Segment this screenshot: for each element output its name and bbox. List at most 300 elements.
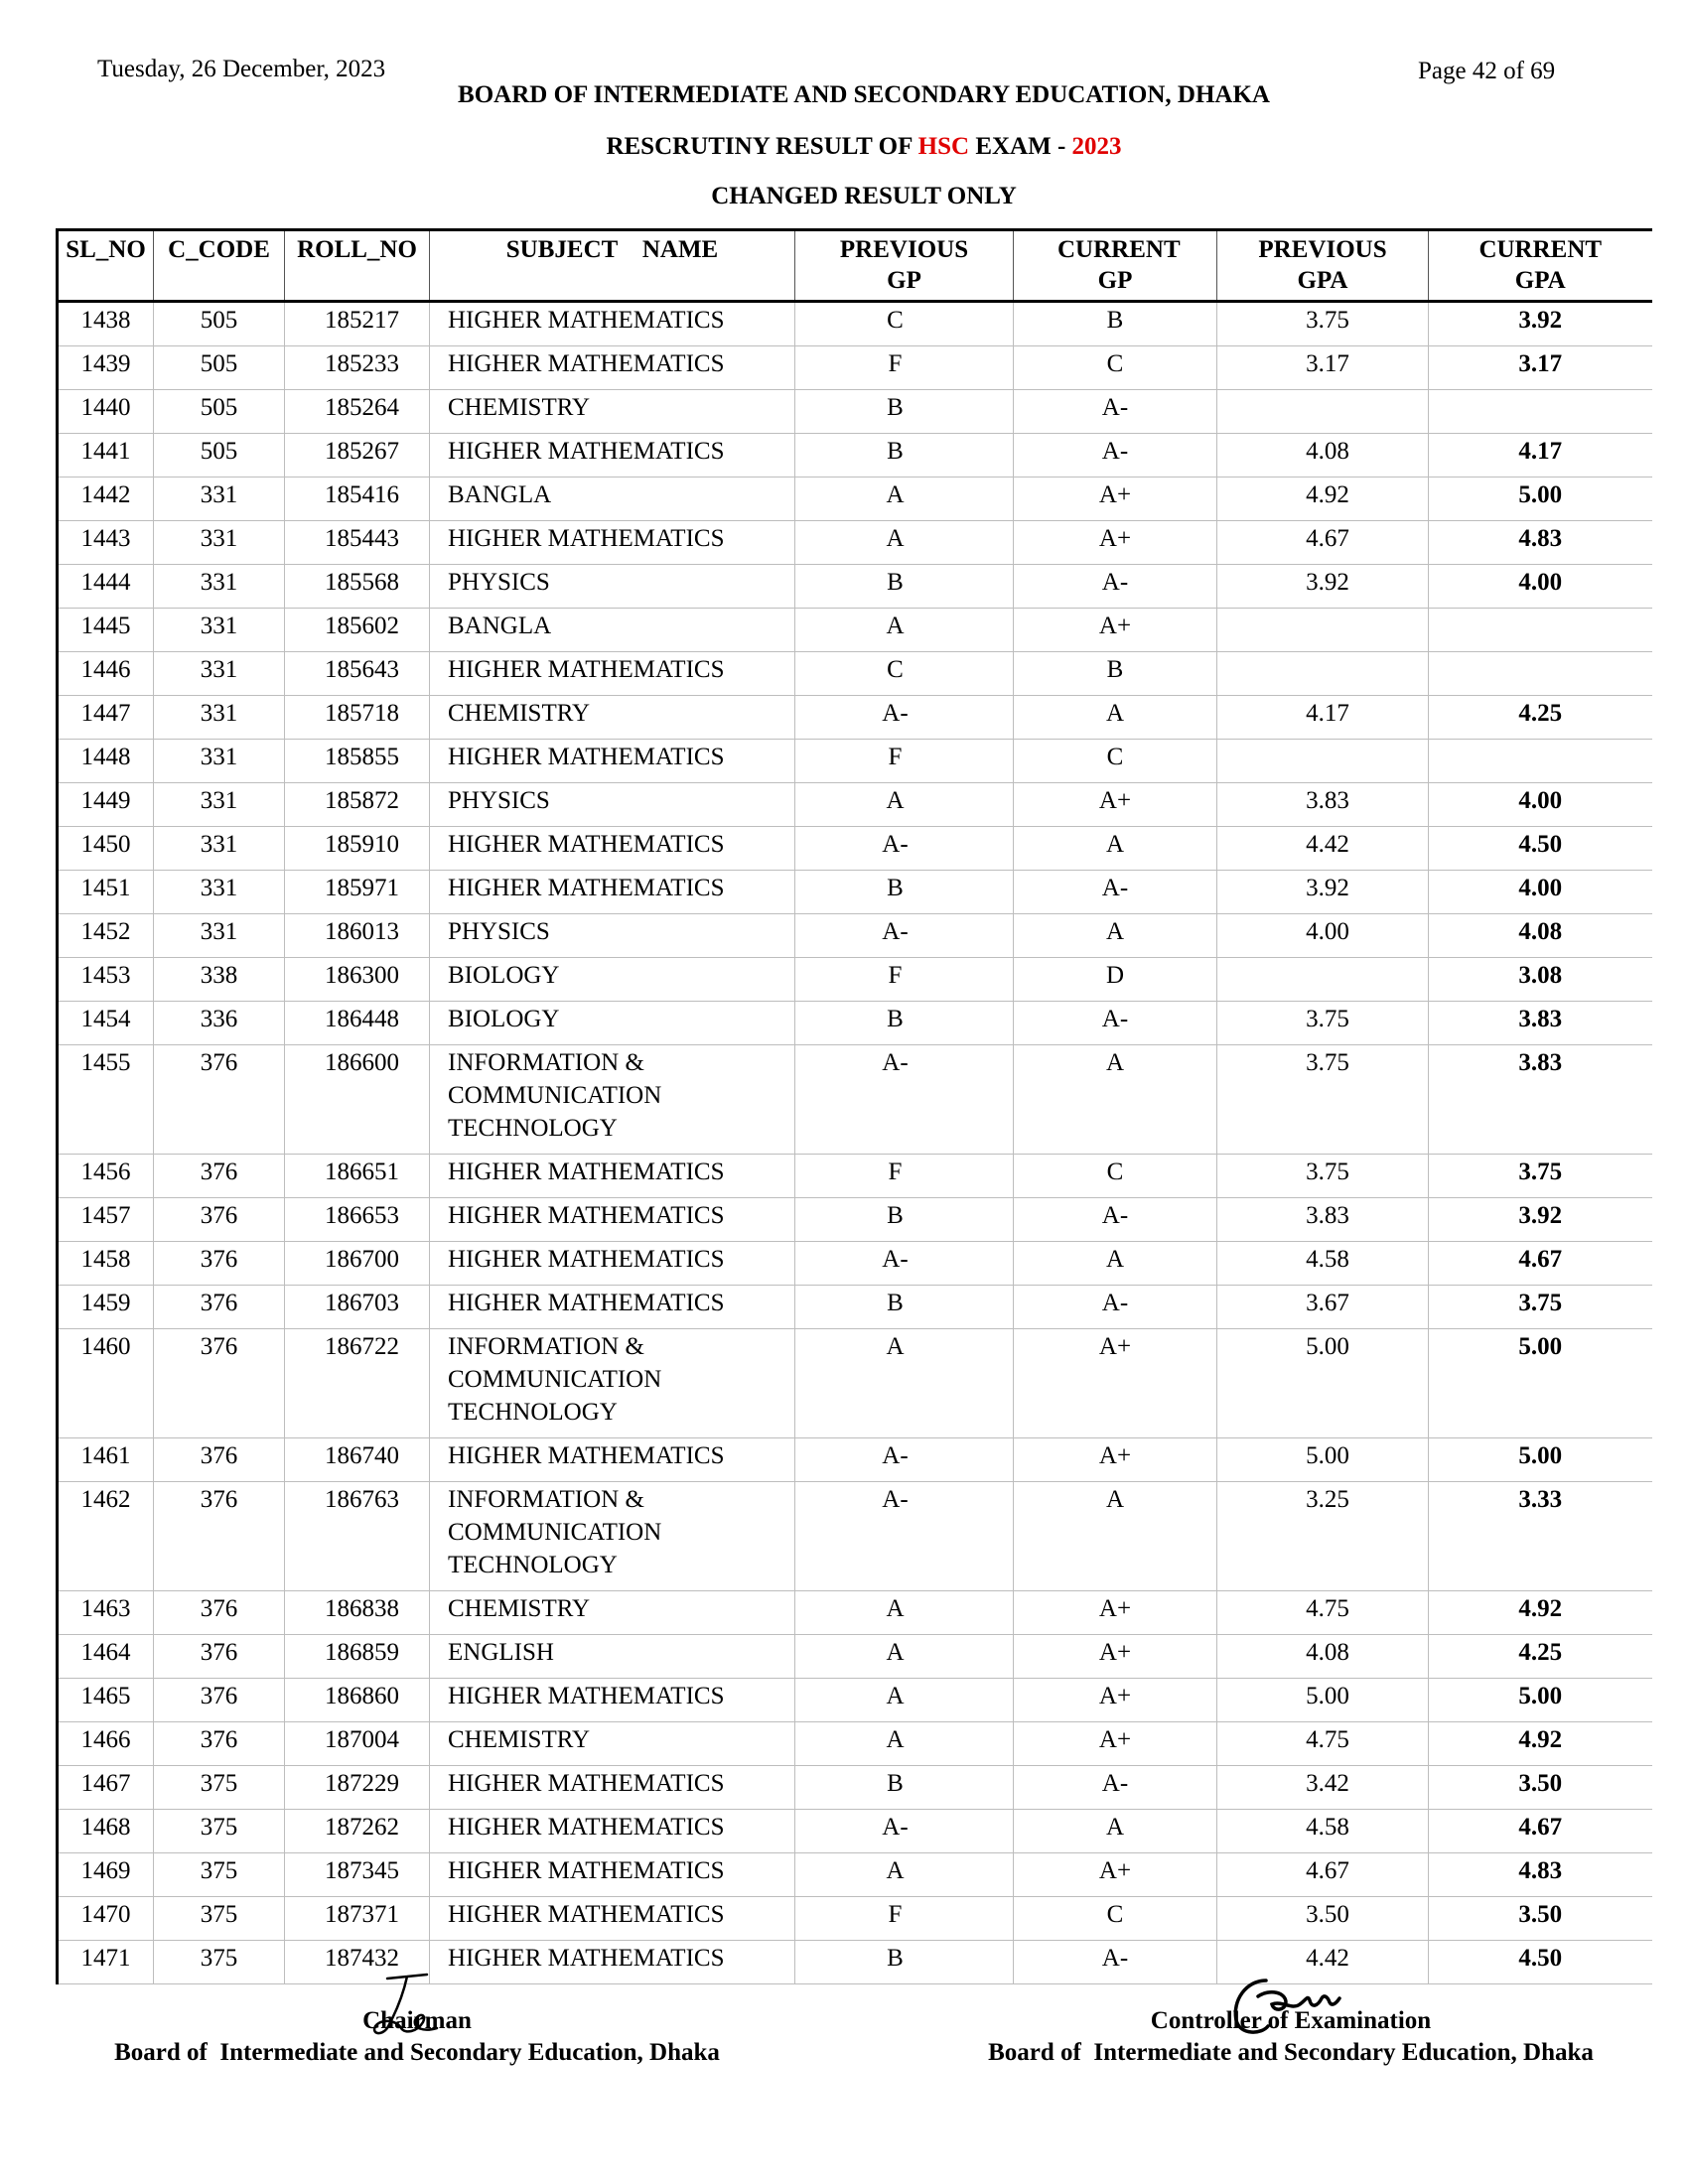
previous-gpa-cell: 3.75 xyxy=(1217,1045,1429,1155)
current-gpa-cell: 3.92 xyxy=(1429,302,1652,346)
current-gpa-cell: 4.50 xyxy=(1429,1941,1652,1984)
subject-name-cell: ENGLISH xyxy=(430,1635,795,1679)
roll-no-cell: 185568 xyxy=(285,565,430,609)
roll-no-cell: 186700 xyxy=(285,1242,430,1286)
current-gp-cell: A- xyxy=(1014,1766,1217,1810)
table-row xyxy=(58,827,1652,871)
previous-gpa-cell: 3.83 xyxy=(1217,1198,1429,1242)
current-gpa-cell xyxy=(1429,652,1652,696)
sl-no-cell: 1462 xyxy=(58,1482,154,1591)
sl-no-cell: 1464 xyxy=(58,1635,154,1679)
sl-no-cell: 1466 xyxy=(58,1722,154,1766)
table-row xyxy=(58,1242,1652,1286)
previous-gpa-cell: 3.17 xyxy=(1217,346,1429,390)
current-gp-cell: B xyxy=(1014,302,1217,346)
sl-no-cell: 1459 xyxy=(58,1286,154,1329)
result-title-prefix: RESCRUTINY RESULT OF xyxy=(606,133,918,160)
table-row xyxy=(58,1329,1652,1438)
previous-gp-cell: B xyxy=(795,1002,1014,1045)
subject-name-cell: CHEMISTRY xyxy=(430,696,795,740)
previous-gp-cell: A xyxy=(795,783,1014,827)
table-row xyxy=(58,434,1652,478)
print-date: Tuesday, 26 December, 2023 xyxy=(97,56,386,82)
previous-gp-cell: A xyxy=(795,1853,1014,1897)
subject-name-cell: HIGHER MATHEMATICS xyxy=(430,1198,795,1242)
current-gpa-cell: 4.25 xyxy=(1429,1635,1652,1679)
sl-no-cell: 1457 xyxy=(58,1198,154,1242)
table-row xyxy=(58,1002,1652,1045)
roll-no-cell: 185416 xyxy=(285,478,430,521)
current-gp-cell: A+ xyxy=(1014,609,1217,652)
c-code-cell: 376 xyxy=(154,1482,285,1591)
current-gp-cell: A+ xyxy=(1014,1722,1217,1766)
chairman-title: Chairman xyxy=(362,2007,472,2034)
current-gpa-cell: 4.83 xyxy=(1429,521,1652,565)
c-code-cell: 376 xyxy=(154,1329,285,1438)
subject-name-cell: HIGHER MATHEMATICS xyxy=(430,434,795,478)
c-code-cell: 331 xyxy=(154,871,285,914)
chairman-org: Board of Intermediate and Secondary Education, Dhaka xyxy=(114,2039,720,2066)
table-row xyxy=(58,1591,1652,1635)
previous-gpa-cell: 4.92 xyxy=(1217,478,1429,521)
current-gp-cell: A xyxy=(1014,914,1217,958)
roll-no-cell: 186703 xyxy=(285,1286,430,1329)
c-code-cell: 331 xyxy=(154,914,285,958)
previous-gpa-cell: 4.00 xyxy=(1217,914,1429,958)
sl-no-cell: 1470 xyxy=(58,1897,154,1941)
previous-gp-cell: A xyxy=(795,1635,1014,1679)
subject-name-cell: BIOLOGY xyxy=(430,1002,795,1045)
previous-gpa-cell xyxy=(1217,652,1429,696)
current-gpa-cell: 5.00 xyxy=(1429,1438,1652,1482)
current-gpa-cell: 4.00 xyxy=(1429,783,1652,827)
previous-gp-cell: F xyxy=(795,958,1014,1002)
page-subtitle: CHANGED RESULT ONLY xyxy=(711,183,1017,209)
c-code-cell: 376 xyxy=(154,1635,285,1679)
sl-no-cell: 1468 xyxy=(58,1810,154,1853)
current-gpa-cell: 4.83 xyxy=(1429,1853,1652,1897)
current-gpa-cell: 3.92 xyxy=(1429,1198,1652,1242)
previous-gp-cell: A- xyxy=(795,1045,1014,1155)
previous-gpa-cell: 4.67 xyxy=(1217,521,1429,565)
c-code-cell: 338 xyxy=(154,958,285,1002)
sl-no-cell: 1445 xyxy=(58,609,154,652)
sl-no-cell: 1454 xyxy=(58,1002,154,1045)
previous-gpa-cell: 3.50 xyxy=(1217,1897,1429,1941)
table-row xyxy=(58,1766,1652,1810)
subject-name-cell: INFORMATION & COMMUNICATION TECHNOLOGY xyxy=(430,1329,795,1438)
previous-gpa-cell xyxy=(1217,390,1429,434)
col-header-roll-no: ROLL_NO xyxy=(285,230,430,302)
current-gp-cell: A xyxy=(1014,696,1217,740)
sl-no-cell: 1452 xyxy=(58,914,154,958)
page-number: Page 42 of 69 xyxy=(1418,58,1556,84)
table-row xyxy=(58,1635,1652,1679)
table-row xyxy=(58,783,1652,827)
table-row xyxy=(58,521,1652,565)
previous-gpa-cell: 4.17 xyxy=(1217,696,1429,740)
subject-name-cell: BIOLOGY xyxy=(430,958,795,1002)
roll-no-cell: 186859 xyxy=(285,1635,430,1679)
sl-no-cell: 1453 xyxy=(58,958,154,1002)
c-code-cell: 376 xyxy=(154,1591,285,1635)
previous-gpa-cell: 3.75 xyxy=(1217,302,1429,346)
previous-gpa-cell: 5.00 xyxy=(1217,1329,1429,1438)
sl-no-cell: 1438 xyxy=(58,302,154,346)
previous-gpa-cell: 4.08 xyxy=(1217,1635,1429,1679)
previous-gpa-cell: 3.92 xyxy=(1217,871,1429,914)
sl-no-cell: 1441 xyxy=(58,434,154,478)
current-gp-cell: A xyxy=(1014,1810,1217,1853)
table-row xyxy=(58,346,1652,390)
current-gpa-cell xyxy=(1429,390,1652,434)
previous-gp-cell: A- xyxy=(795,914,1014,958)
sl-no-cell: 1463 xyxy=(58,1591,154,1635)
roll-no-cell: 185602 xyxy=(285,609,430,652)
sl-no-cell: 1456 xyxy=(58,1155,154,1198)
roll-no-cell: 185217 xyxy=(285,302,430,346)
table-row xyxy=(58,390,1652,434)
subject-name-cell: HIGHER MATHEMATICS xyxy=(430,652,795,696)
sl-no-cell: 1442 xyxy=(58,478,154,521)
table-row xyxy=(58,1438,1652,1482)
sl-no-cell: 1461 xyxy=(58,1438,154,1482)
current-gp-cell: A+ xyxy=(1014,478,1217,521)
current-gpa-cell: 5.00 xyxy=(1429,1679,1652,1722)
previous-gp-cell: B xyxy=(795,1941,1014,1984)
col-header-previous-gp: PREVIOUS GP xyxy=(795,230,1014,302)
current-gpa-cell: 4.50 xyxy=(1429,827,1652,871)
c-code-cell: 376 xyxy=(154,1045,285,1155)
subject-name-cell: HIGHER MATHEMATICS xyxy=(430,1897,795,1941)
previous-gpa-cell: 4.75 xyxy=(1217,1591,1429,1635)
subject-name-cell: HIGHER MATHEMATICS xyxy=(430,1679,795,1722)
subject-name-cell: INFORMATION & COMMUNICATION TECHNOLOGY xyxy=(430,1045,795,1155)
subject-name-cell: HIGHER MATHEMATICS xyxy=(430,521,795,565)
current-gpa-cell: 5.00 xyxy=(1429,1329,1652,1438)
c-code-cell: 331 xyxy=(154,740,285,783)
roll-no-cell: 187432 xyxy=(285,1941,430,1984)
previous-gp-cell: B xyxy=(795,1198,1014,1242)
previous-gpa-cell: 4.67 xyxy=(1217,1853,1429,1897)
previous-gp-cell: A xyxy=(795,1679,1014,1722)
previous-gp-cell: A xyxy=(795,521,1014,565)
c-code-cell: 331 xyxy=(154,609,285,652)
current-gpa-cell: 4.67 xyxy=(1429,1810,1652,1853)
current-gp-cell: A+ xyxy=(1014,521,1217,565)
previous-gp-cell: A- xyxy=(795,1482,1014,1591)
previous-gpa-cell: 4.58 xyxy=(1217,1810,1429,1853)
c-code-cell: 375 xyxy=(154,1766,285,1810)
previous-gp-cell: B xyxy=(795,434,1014,478)
current-gpa-cell: 4.92 xyxy=(1429,1722,1652,1766)
current-gpa-cell: 4.00 xyxy=(1429,871,1652,914)
previous-gp-cell: A- xyxy=(795,696,1014,740)
subject-name-cell: PHYSICS xyxy=(430,783,795,827)
current-gpa-cell: 3.50 xyxy=(1429,1897,1652,1941)
c-code-cell: 376 xyxy=(154,1286,285,1329)
previous-gpa-cell xyxy=(1217,958,1429,1002)
current-gp-cell: A- xyxy=(1014,565,1217,609)
subject-name-cell: HIGHER MATHEMATICS xyxy=(430,1810,795,1853)
c-code-cell: 375 xyxy=(154,1810,285,1853)
current-gpa-cell: 3.08 xyxy=(1429,958,1652,1002)
c-code-cell: 505 xyxy=(154,390,285,434)
roll-no-cell: 187345 xyxy=(285,1853,430,1897)
sl-no-cell: 1440 xyxy=(58,390,154,434)
previous-gp-cell: A xyxy=(795,1591,1014,1635)
previous-gp-cell: A xyxy=(795,609,1014,652)
c-code-cell: 331 xyxy=(154,696,285,740)
previous-gp-cell: F xyxy=(795,346,1014,390)
col-header-c-code: C_CODE xyxy=(154,230,285,302)
board-title: BOARD OF INTERMEDIATE AND SECONDARY EDUCATION, DHAKA xyxy=(458,81,1270,108)
subject-name-cell: CHEMISTRY xyxy=(430,1591,795,1635)
sl-no-cell: 1444 xyxy=(58,565,154,609)
current-gp-cell: C xyxy=(1014,346,1217,390)
previous-gp-cell: F xyxy=(795,740,1014,783)
roll-no-cell: 187371 xyxy=(285,1897,430,1941)
previous-gp-cell: A- xyxy=(795,1438,1014,1482)
subject-name-cell: HIGHER MATHEMATICS xyxy=(430,346,795,390)
c-code-cell: 375 xyxy=(154,1941,285,1984)
roll-no-cell: 187262 xyxy=(285,1810,430,1853)
c-code-cell: 376 xyxy=(154,1722,285,1766)
current-gpa-cell: 4.92 xyxy=(1429,1591,1652,1635)
current-gpa-cell xyxy=(1429,740,1652,783)
current-gpa-cell: 5.00 xyxy=(1429,478,1652,521)
current-gp-cell: C xyxy=(1014,740,1217,783)
col-header-sl-no: SL_NO xyxy=(58,230,154,302)
table-row xyxy=(58,1722,1652,1766)
c-code-cell: 376 xyxy=(154,1438,285,1482)
current-gpa-cell: 4.08 xyxy=(1429,914,1652,958)
sl-no-cell: 1467 xyxy=(58,1766,154,1810)
subject-name-cell: BANGLA xyxy=(430,478,795,521)
previous-gpa-cell: 3.92 xyxy=(1217,565,1429,609)
subject-name-cell: HIGHER MATHEMATICS xyxy=(430,1155,795,1198)
table-row xyxy=(58,1897,1652,1941)
previous-gpa-cell: 3.75 xyxy=(1217,1155,1429,1198)
table-row xyxy=(58,609,1652,652)
current-gp-cell: A+ xyxy=(1014,1635,1217,1679)
result-table xyxy=(56,228,1652,1984)
sl-no-cell: 1458 xyxy=(58,1242,154,1286)
current-gp-cell: A+ xyxy=(1014,1438,1217,1482)
table-header-row xyxy=(58,230,1652,302)
current-gp-cell: D xyxy=(1014,958,1217,1002)
table-row xyxy=(58,1155,1652,1198)
table-row xyxy=(58,871,1652,914)
c-code-cell: 376 xyxy=(154,1155,285,1198)
table-row xyxy=(58,740,1652,783)
sl-no-cell: 1448 xyxy=(58,740,154,783)
previous-gp-cell: A- xyxy=(795,1242,1014,1286)
roll-no-cell: 186740 xyxy=(285,1438,430,1482)
roll-no-cell: 185233 xyxy=(285,346,430,390)
table-row xyxy=(58,696,1652,740)
roll-no-cell: 185855 xyxy=(285,740,430,783)
c-code-cell: 336 xyxy=(154,1002,285,1045)
previous-gpa-cell: 4.75 xyxy=(1217,1722,1429,1766)
table-row xyxy=(58,1679,1652,1722)
sl-no-cell: 1443 xyxy=(58,521,154,565)
c-code-cell: 505 xyxy=(154,302,285,346)
previous-gpa-cell: 5.00 xyxy=(1217,1438,1429,1482)
roll-no-cell: 186838 xyxy=(285,1591,430,1635)
subject-name-cell: HIGHER MATHEMATICS xyxy=(430,302,795,346)
current-gpa-cell: 3.50 xyxy=(1429,1766,1652,1810)
sl-no-cell: 1447 xyxy=(58,696,154,740)
roll-no-cell: 187229 xyxy=(285,1766,430,1810)
chairman-block xyxy=(70,2005,765,2069)
c-code-cell: 375 xyxy=(154,1853,285,1897)
current-gp-cell: A+ xyxy=(1014,1853,1217,1897)
previous-gp-cell: B xyxy=(795,565,1014,609)
subject-name-cell: HIGHER MATHEMATICS xyxy=(430,1853,795,1897)
current-gp-cell: A- xyxy=(1014,871,1217,914)
previous-gpa-cell: 4.42 xyxy=(1217,827,1429,871)
roll-no-cell: 185643 xyxy=(285,652,430,696)
table-row xyxy=(58,1198,1652,1242)
current-gp-cell: A xyxy=(1014,1045,1217,1155)
current-gpa-cell: 3.83 xyxy=(1429,1045,1652,1155)
roll-no-cell: 185910 xyxy=(285,827,430,871)
col-header-subject-name: SUBJECT NAME xyxy=(430,230,795,302)
c-code-cell: 331 xyxy=(154,565,285,609)
current-gpa-cell: 3.75 xyxy=(1429,1155,1652,1198)
sl-no-cell: 1446 xyxy=(58,652,154,696)
roll-no-cell: 186448 xyxy=(285,1002,430,1045)
sl-no-cell: 1465 xyxy=(58,1679,154,1722)
sl-no-cell: 1469 xyxy=(58,1853,154,1897)
subject-name-cell: HIGHER MATHEMATICS xyxy=(430,1286,795,1329)
previous-gp-cell: B xyxy=(795,871,1014,914)
subject-name-cell: HIGHER MATHEMATICS xyxy=(430,1941,795,1984)
subject-name-cell: INFORMATION & COMMUNICATION TECHNOLOGY xyxy=(430,1482,795,1591)
current-gpa-cell: 3.83 xyxy=(1429,1002,1652,1045)
previous-gpa-cell: 4.42 xyxy=(1217,1941,1429,1984)
subject-name-cell: HIGHER MATHEMATICS xyxy=(430,1242,795,1286)
exam-name: HSC xyxy=(917,133,970,160)
current-gp-cell: C xyxy=(1014,1897,1217,1941)
previous-gp-cell: A- xyxy=(795,1810,1014,1853)
subject-name-cell: BANGLA xyxy=(430,609,795,652)
previous-gpa-cell: 5.00 xyxy=(1217,1679,1429,1722)
c-code-cell: 331 xyxy=(154,521,285,565)
current-gp-cell: A+ xyxy=(1014,783,1217,827)
current-gp-cell: A- xyxy=(1014,390,1217,434)
previous-gpa-cell: 3.75 xyxy=(1217,1002,1429,1045)
c-code-cell: 331 xyxy=(154,783,285,827)
col-header-current-gp: CURRENT GP xyxy=(1014,230,1217,302)
subject-name-cell: CHEMISTRY xyxy=(430,390,795,434)
table-row xyxy=(58,914,1652,958)
subject-name-cell: HIGHER MATHEMATICS xyxy=(430,1438,795,1482)
roll-no-cell: 186722 xyxy=(285,1329,430,1438)
sl-no-cell: 1455 xyxy=(58,1045,154,1155)
current-gp-cell: A+ xyxy=(1014,1329,1217,1438)
roll-no-cell: 186763 xyxy=(285,1482,430,1591)
current-gpa-cell: 3.17 xyxy=(1429,346,1652,390)
current-gpa-cell: 3.75 xyxy=(1429,1286,1652,1329)
sl-no-cell: 1439 xyxy=(58,346,154,390)
roll-no-cell: 186600 xyxy=(285,1045,430,1155)
current-gpa-cell: 4.17 xyxy=(1429,434,1652,478)
roll-no-cell: 186300 xyxy=(285,958,430,1002)
current-gp-cell: A+ xyxy=(1014,1679,1217,1722)
current-gpa-cell xyxy=(1429,609,1652,652)
previous-gp-cell: C xyxy=(795,652,1014,696)
table-row xyxy=(58,1286,1652,1329)
previous-gp-cell: A xyxy=(795,478,1014,521)
table-row xyxy=(58,958,1652,1002)
previous-gpa-cell: 4.58 xyxy=(1217,1242,1429,1286)
c-code-cell: 331 xyxy=(154,827,285,871)
current-gp-cell: C xyxy=(1014,1155,1217,1198)
table-row xyxy=(58,1941,1652,1984)
result-title-mid: EXAM - xyxy=(969,133,1072,160)
sl-no-cell: 1471 xyxy=(58,1941,154,1984)
roll-no-cell: 186860 xyxy=(285,1679,430,1722)
c-code-cell: 505 xyxy=(154,434,285,478)
table-row xyxy=(58,302,1652,346)
current-gp-cell: A- xyxy=(1014,1286,1217,1329)
c-code-cell: 376 xyxy=(154,1242,285,1286)
exam-year: 2023 xyxy=(1071,133,1122,160)
subject-name-cell: PHYSICS xyxy=(430,914,795,958)
previous-gpa-cell: 3.83 xyxy=(1217,783,1429,827)
previous-gpa-cell: 4.08 xyxy=(1217,434,1429,478)
roll-no-cell: 185264 xyxy=(285,390,430,434)
result-title xyxy=(0,133,1688,161)
c-code-cell: 331 xyxy=(154,478,285,521)
roll-no-cell: 185267 xyxy=(285,434,430,478)
controller-org: Board of Intermediate and Secondary Education, Dhaka xyxy=(988,2039,1594,2066)
current-gpa-cell: 3.33 xyxy=(1429,1482,1652,1591)
subject-name-cell: HIGHER MATHEMATICS xyxy=(430,1766,795,1810)
current-gp-cell: A- xyxy=(1014,1002,1217,1045)
c-code-cell: 375 xyxy=(154,1897,285,1941)
current-gp-cell: A- xyxy=(1014,1198,1217,1242)
current-gp-cell: A+ xyxy=(1014,1591,1217,1635)
roll-no-cell: 185443 xyxy=(285,521,430,565)
table-row xyxy=(58,565,1652,609)
current-gp-cell: A- xyxy=(1014,1941,1217,1984)
table-row xyxy=(58,1810,1652,1853)
sl-no-cell: 1460 xyxy=(58,1329,154,1438)
roll-no-cell: 185872 xyxy=(285,783,430,827)
subject-name-cell: CHEMISTRY xyxy=(430,1722,795,1766)
previous-gpa-cell: 3.42 xyxy=(1217,1766,1429,1810)
previous-gp-cell: B xyxy=(795,1286,1014,1329)
roll-no-cell: 185971 xyxy=(285,871,430,914)
table-row xyxy=(58,652,1652,696)
sl-no-cell: 1450 xyxy=(58,827,154,871)
c-code-cell: 376 xyxy=(154,1679,285,1722)
current-gpa-cell: 4.00 xyxy=(1429,565,1652,609)
table-row xyxy=(58,478,1652,521)
roll-no-cell: 185718 xyxy=(285,696,430,740)
subject-name-cell: HIGHER MATHEMATICS xyxy=(430,827,795,871)
roll-no-cell: 186653 xyxy=(285,1198,430,1242)
previous-gpa-cell: 3.67 xyxy=(1217,1286,1429,1329)
previous-gp-cell: A- xyxy=(795,827,1014,871)
sl-no-cell: 1451 xyxy=(58,871,154,914)
previous-gpa-cell: 3.25 xyxy=(1217,1482,1429,1591)
subject-name-cell: HIGHER MATHEMATICS xyxy=(430,871,795,914)
roll-no-cell: 187004 xyxy=(285,1722,430,1766)
